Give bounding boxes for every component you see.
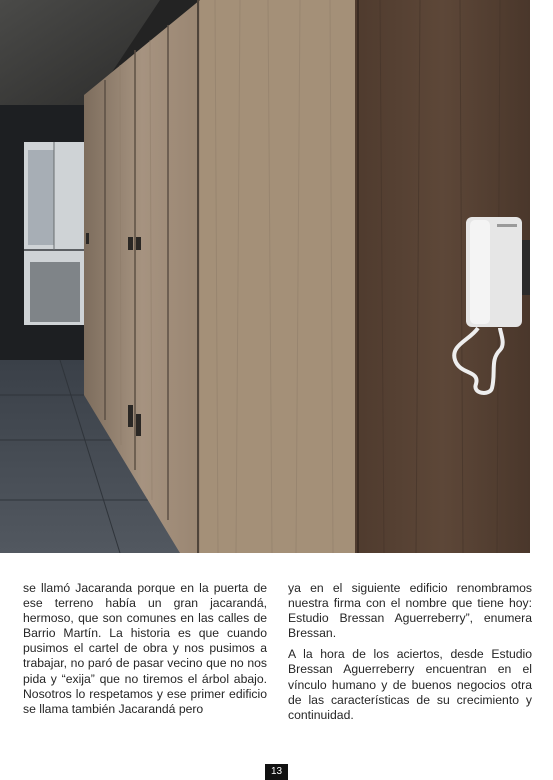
- article-paragraph: A la hora de los aciertos, desde Estudio Bressan Aguerreberry encuentran en el vínculo humano y de buenos negocios otra de las características de su crecimiento y continuidad.: [288, 647, 532, 722]
- page-number: 13: [265, 764, 288, 780]
- article-column-right: [288, 581, 532, 729]
- article-paragraph: ya en el siguiente edificio renombramos nuestra firma con el nombre que tiene hoy: Estudio Bressan Aguerreberry”, enumera Bressan.: [288, 581, 532, 641]
- article-column-left: [23, 581, 267, 723]
- article-paragraph: se llamó Jacaranda porque en la puerta de ese terreno había un gran jacarandá, hermoso, que son comunes en las calles de Barrio Martín. La historia es que cuando pusimos el cartel de obra y nos pusimos a trabajar, no paró de pasar vecino que no nos pida y “exija” que no tiremos el árbol abajo. Nosotros lo respetamos y ese primer edificio se llama también Jacarandá pero: [23, 581, 267, 716]
